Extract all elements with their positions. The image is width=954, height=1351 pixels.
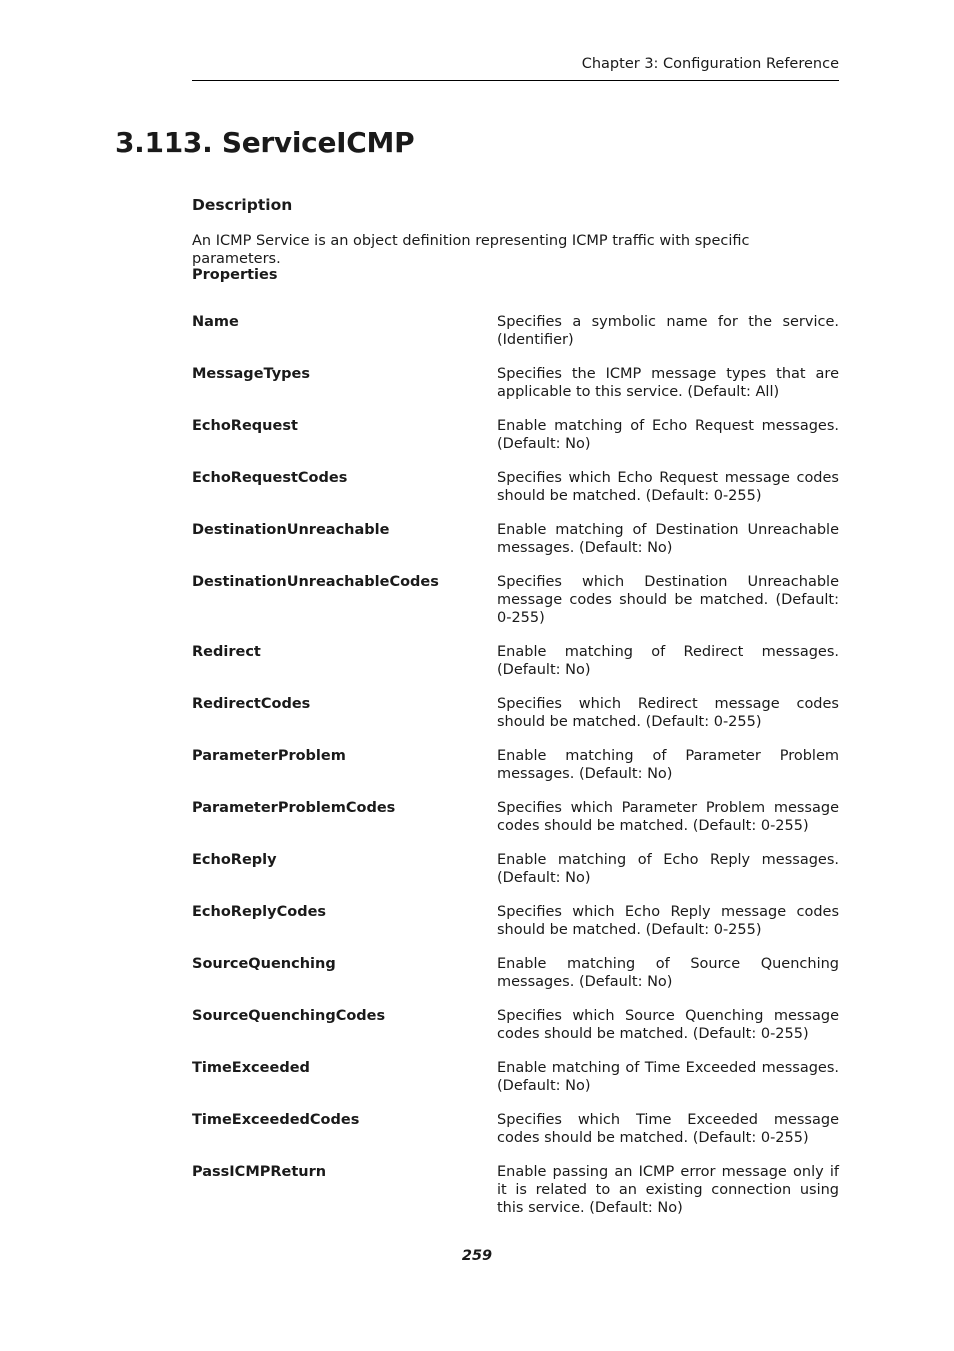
page-number: 259 xyxy=(461,1248,493,1264)
property-row xyxy=(192,643,839,679)
properties-heading: Properties xyxy=(192,267,278,283)
property-name: EchoRequestCodes xyxy=(192,470,348,486)
property-name: PassICMPReturn xyxy=(192,1164,327,1180)
property-description: Specifies which Echo Reply message codes should be matched. (Default: 0-255) xyxy=(497,904,839,938)
property-description: Specifies a symbolic name for the service. (Identifier) xyxy=(497,314,839,348)
property-description: Enable matching of Redirect messages. (Default: No) xyxy=(497,644,839,678)
property-name: EchoRequest xyxy=(192,418,298,434)
property-name: RedirectCodes xyxy=(192,696,311,712)
property-name: DestinationUnreachable xyxy=(192,522,390,538)
property-row xyxy=(192,1007,839,1043)
property-description: Enable passing an ICMP error message only if it is related to an existing connection using this service. (Default: No) xyxy=(497,1164,839,1216)
property-name: Name xyxy=(192,314,239,330)
property-row xyxy=(192,1059,839,1095)
property-row xyxy=(192,747,839,783)
property-name: EchoReply xyxy=(192,852,277,868)
property-description: Specifies which Source Quenching message codes should be matched. (Default: 0-255) xyxy=(497,1008,839,1042)
property-description: Enable matching of Echo Reply messages. (Default: No) xyxy=(497,852,839,886)
property-row xyxy=(192,955,839,991)
property-description: Specifies which Parameter Problem message codes should be matched. (Default: 0-255) xyxy=(497,800,839,834)
property-name: EchoReplyCodes xyxy=(192,904,327,920)
property-row xyxy=(192,313,839,349)
property-description: Specifies the ICMP message types that are applicable to this service. (Default: All) xyxy=(497,366,839,400)
property-row xyxy=(192,695,839,731)
property-description: Specifies which Time Exceeded message codes should be matched. (Default: 0-255) xyxy=(497,1112,839,1146)
property-row xyxy=(192,1111,839,1147)
property-name: DestinationUnreachableCodes xyxy=(192,574,439,590)
property-name: ParameterProblem xyxy=(192,748,346,764)
property-row xyxy=(192,903,839,939)
property-list xyxy=(192,313,839,1233)
property-row xyxy=(192,521,839,557)
property-row xyxy=(192,573,839,627)
property-name: ParameterProblemCodes xyxy=(192,800,396,816)
property-description: Enable matching of Parameter Problem messages. (Default: No) xyxy=(497,748,839,782)
property-description: Enable matching of Time Exceeded messages. (Default: No) xyxy=(497,1060,839,1094)
property-name: TimeExceededCodes xyxy=(192,1112,360,1128)
property-name: SourceQuenching xyxy=(192,956,336,972)
property-row xyxy=(192,417,839,453)
property-name: MessageTypes xyxy=(192,366,310,382)
property-row xyxy=(192,365,839,401)
running-header xyxy=(192,54,839,81)
property-name: SourceQuenchingCodes xyxy=(192,1008,386,1024)
property-row xyxy=(192,469,839,505)
property-row xyxy=(192,1163,839,1217)
property-name: TimeExceeded xyxy=(192,1060,310,1076)
chapter-title: Chapter 3: Configuration Reference xyxy=(581,56,839,72)
description-text: An ICMP Service is an object definition representing ICMP traffic with specific parameters. xyxy=(192,233,750,267)
property-description: Enable matching of Destination Unreachable messages. (Default: No) xyxy=(497,522,839,556)
property-description: Enable matching of Echo Request messages. (Default: No) xyxy=(497,418,839,452)
property-description: Specifies which Destination Unreachable message codes should be matched. (Default: 0-255) xyxy=(497,574,839,626)
page-title: 3.113. ServiceICMP xyxy=(115,126,415,159)
property-row xyxy=(192,851,839,887)
property-description: Enable matching of Source Quenching messages. (Default: No) xyxy=(497,956,839,990)
property-description: Specifies which Redirect message codes should be matched. (Default: 0-255) xyxy=(497,696,839,730)
description-heading: Description xyxy=(192,196,293,214)
property-description: Specifies which Echo Request message codes should be matched. (Default: 0-255) xyxy=(497,470,839,504)
property-row xyxy=(192,799,839,835)
property-name: Redirect xyxy=(192,644,261,660)
